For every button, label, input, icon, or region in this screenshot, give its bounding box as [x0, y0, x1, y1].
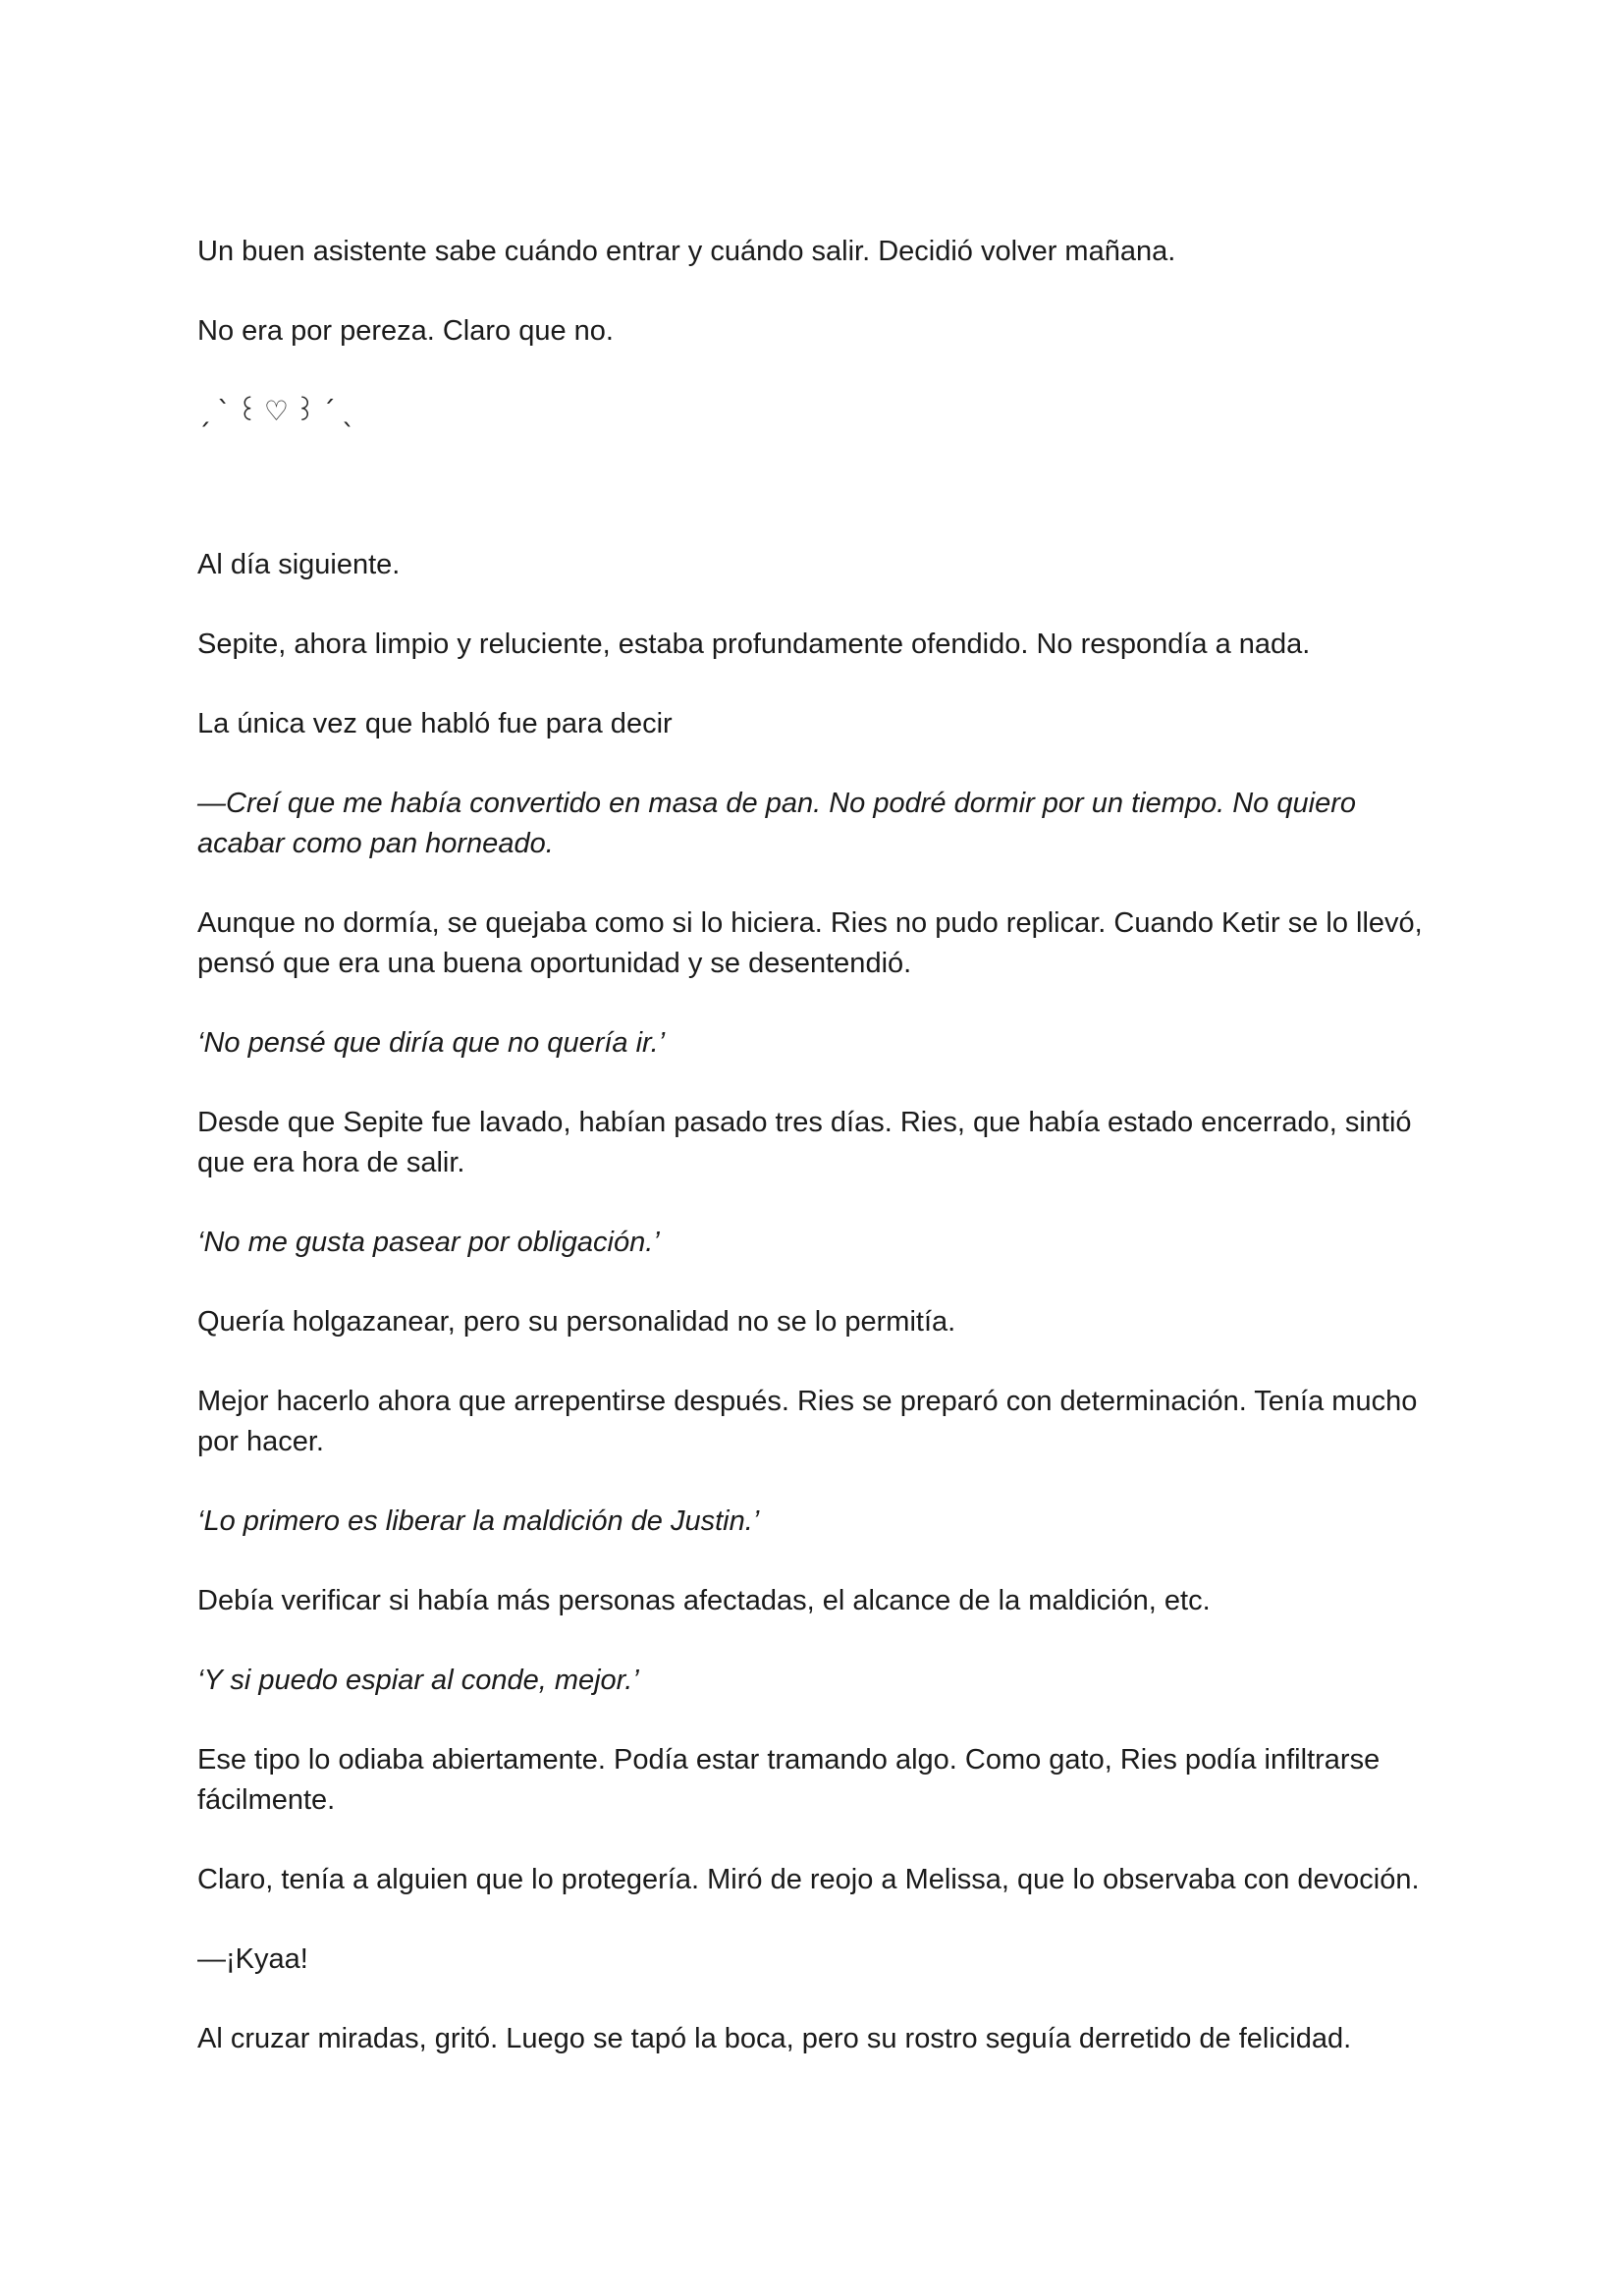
thought-paragraph: ‘No pensé que diría que no quería ir.’	[197, 1027, 666, 1059]
paragraph: Al día siguiente.	[197, 549, 401, 580]
paragraph: Mejor hacerlo ahora que arrepentirse después. Ries se preparó con determinación. Tenía mucho por hacer.	[197, 1386, 1418, 1457]
section-divider: ˏˋ꒰♡꒱ˊˎ	[197, 395, 361, 427]
dialogue-paragraph: —Creí que me había convertido en masa de pan. No podré dormir por un tiempo. No quiero acabar como pan horneado.	[197, 788, 1356, 859]
thought-paragraph: ‘Y si puedo espiar al conde, mejor.’	[197, 1665, 639, 1696]
thought-paragraph: ‘Lo primero es liberar la maldición de Justin.’	[197, 1505, 760, 1537]
dialogue-paragraph: —¡Kyaa!	[197, 1943, 308, 1975]
paragraph: Claro, tenía a alguien que lo protegería. Miró de reojo a Melissa, que lo observaba con devoción.	[197, 1864, 1420, 1895]
paragraph: Debía verificar si había más personas afectadas, el alcance de la maldición, etc.	[197, 1585, 1211, 1616]
paragraph: Ese tipo lo odiaba abiertamente. Podía estar tramando algo. Como gato, Ries podía infiltrarse fácilmente.	[197, 1744, 1380, 1816]
paragraph: Desde que Sepite fue lavado, habían pasado tres días. Ries, que había estado encerrado, sintió que era hora de salir.	[197, 1107, 1412, 1178]
paragraph: La única vez que habló fue para decir	[197, 708, 673, 739]
page-content	[197, 232, 1435, 2099]
paragraph: Aunque no dormía, se quejaba como si lo hiciera. Ries no pudo replicar. Cuando Ketir se lo llevó, pensó que era una buena oportunidad y se desentendió.	[197, 907, 1423, 979]
thought-paragraph: ‘No me gusta pasear por obligación.’	[197, 1227, 660, 1258]
paragraph: Al cruzar miradas, gritó. Luego se tapó la boca, pero su rostro seguía derretido de felicidad.	[197, 2023, 1352, 2054]
paragraph: No era por pereza. Claro que no.	[197, 315, 614, 347]
paragraph: Quería holgazanear, pero su personalidad no se lo permitía.	[197, 1306, 956, 1338]
paragraph: Sepite, ahora limpio y reluciente, estaba profundamente ofendido. No respondía a nada.	[197, 629, 1311, 660]
paragraph: Un buen asistente sabe cuándo entrar y cuándo salir. Decidió volver mañana.	[197, 236, 1176, 267]
